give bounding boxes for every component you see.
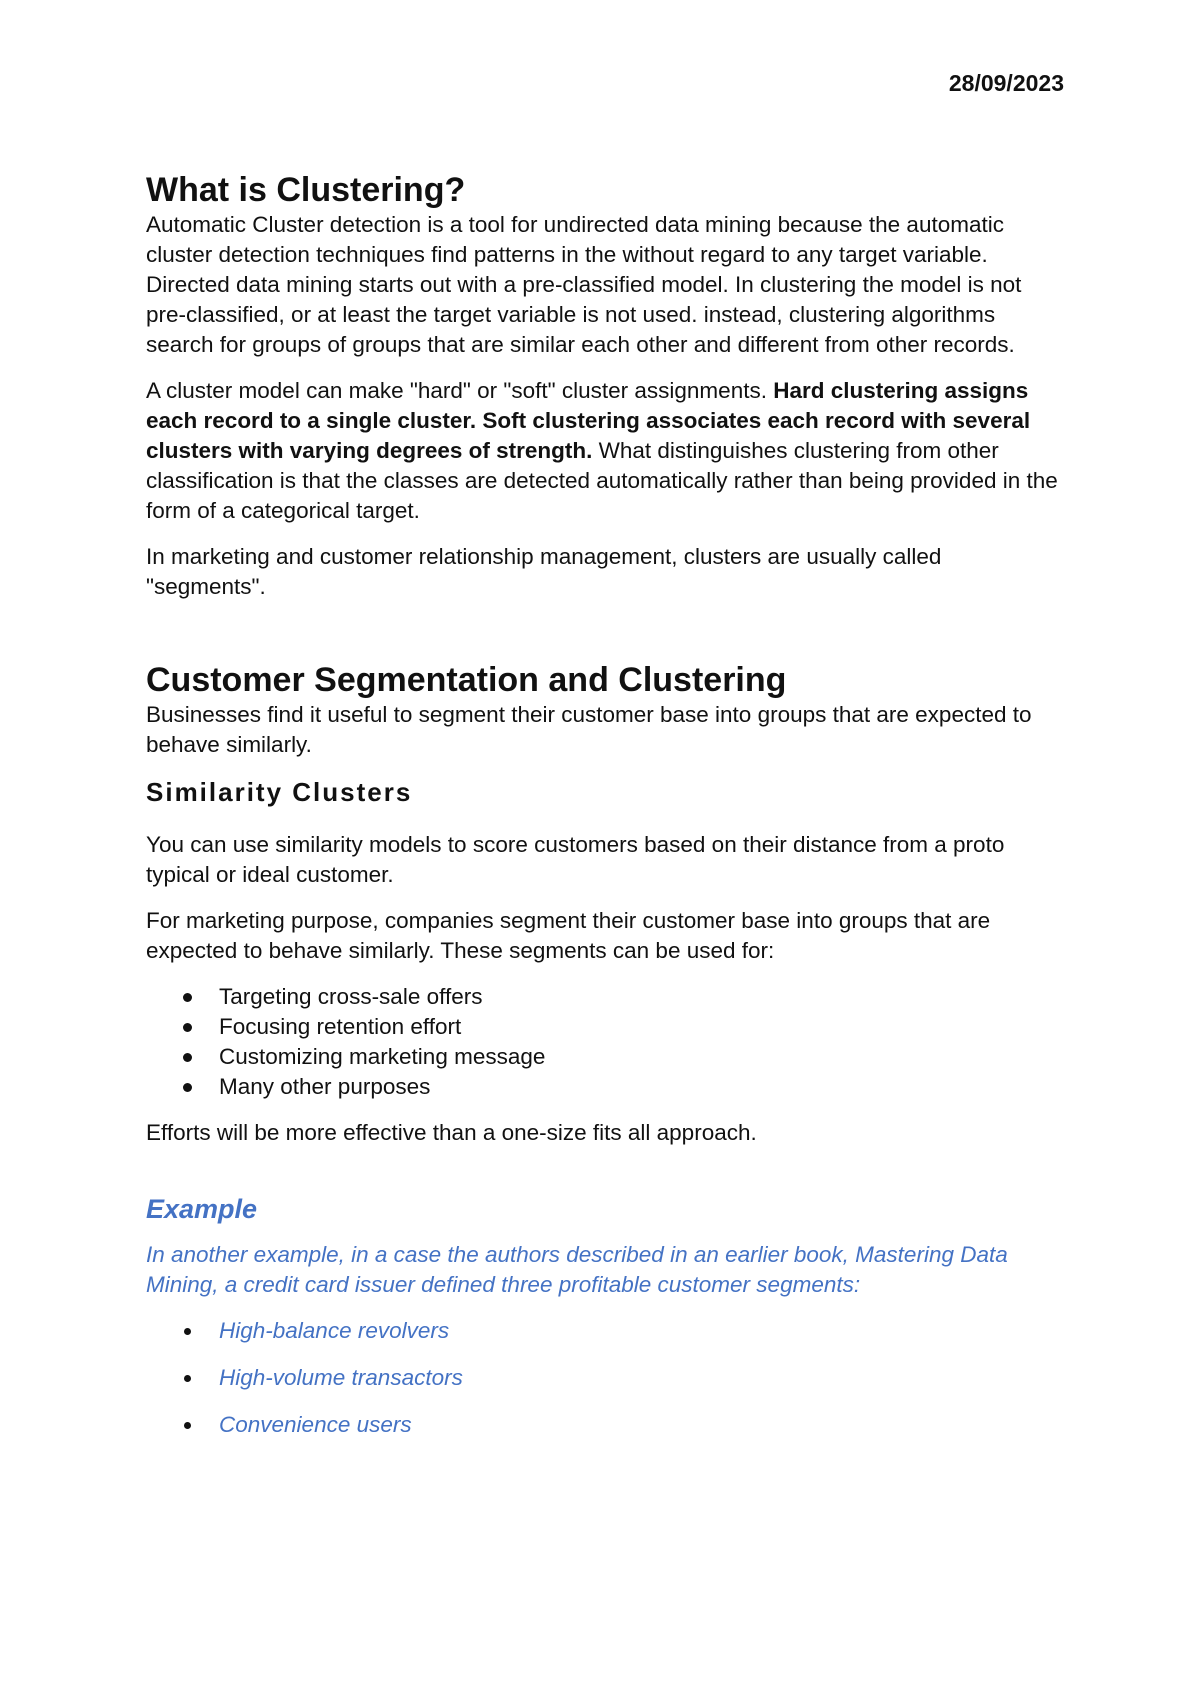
bullet-icon [184,1422,191,1429]
paragraph-businesses: Businesses find it useful to segment their customer base into groups that are expected to behave similarly. [146,702,1032,757]
list-item: High-volume transactors [146,1363,1066,1393]
paragraph-cluster-detection: Automatic Cluster detection is a tool for undirected data mining because the automatic cluster detection techniques find patterns in the without regard to any target variable. Directed data mining starts out with a pre-classified model. In clustering the model is not pre-classified, or at least the target variable is not used. instead, clustering algorithms search for groups of groups that are similar each other and different from other records. [146,212,1022,357]
subheading-similarity-clusters: Similarity Clusters [146,777,413,807]
document-date: 28/09/2023 [948,70,1064,96]
paragraph-hard-soft-end: What distinguishes clustering from other classification is that the classes are detected automatically rather than being provided in the form of a categorical target. [146,438,1058,523]
bullet-icon [183,1023,192,1032]
bullet-icon [184,1375,191,1382]
heading-customer-segmentation: Customer Segmentation and Clustering [146,661,787,699]
list-item: Many other purposes [146,1072,1066,1102]
heading-what-is-clustering: What is Clustering? [146,171,466,209]
list-item: Focusing retention effort [146,1012,1066,1042]
paragraph-hard-soft-bold: Hard clustering assigns each record to a single cluster. Soft clustering associates each record with several clusters with varying degrees of strength. [146,378,1031,463]
paragraph-hard-soft-start: A cluster model can make "hard" or "soft" cluster assignments. [146,378,774,403]
bullet-icon [183,1083,192,1092]
document-body [146,170,1066,1457]
example-segments-list [146,1316,1066,1440]
list-item: Convenience users [146,1410,1066,1440]
bullet-icon [183,1053,192,1062]
paragraph-similarity-models: You can use similarity models to score customers based on their distance from a proto typical or ideal customer. [146,832,1005,887]
bullet-icon [183,993,192,1002]
paragraph-example: In another example, in a case the authors described in an earlier book, Mastering Data Mining, a credit card issuer defined three profitable customer segments: [146,1242,1008,1297]
paragraph-efforts: Efforts will be more effective than a one-size fits all approach. [146,1120,757,1145]
list-item: Customizing marketing message [146,1042,1066,1072]
paragraph-marketing-purpose: For marketing purpose, companies segment their customer base into groups that are expected to behave similarly. These segments can be used for: [146,908,991,963]
heading-example: Example [146,1194,258,1224]
bullet-icon [184,1328,191,1335]
list-item: Targeting cross-sale offers [146,982,1066,1012]
list-item: High-balance revolvers [146,1316,1066,1346]
paragraph-hard-soft [146,376,1066,526]
segment-uses-list [146,982,1066,1102]
paragraph-segments: In marketing and customer relationship management, clusters are usually called "segments". [146,544,942,599]
